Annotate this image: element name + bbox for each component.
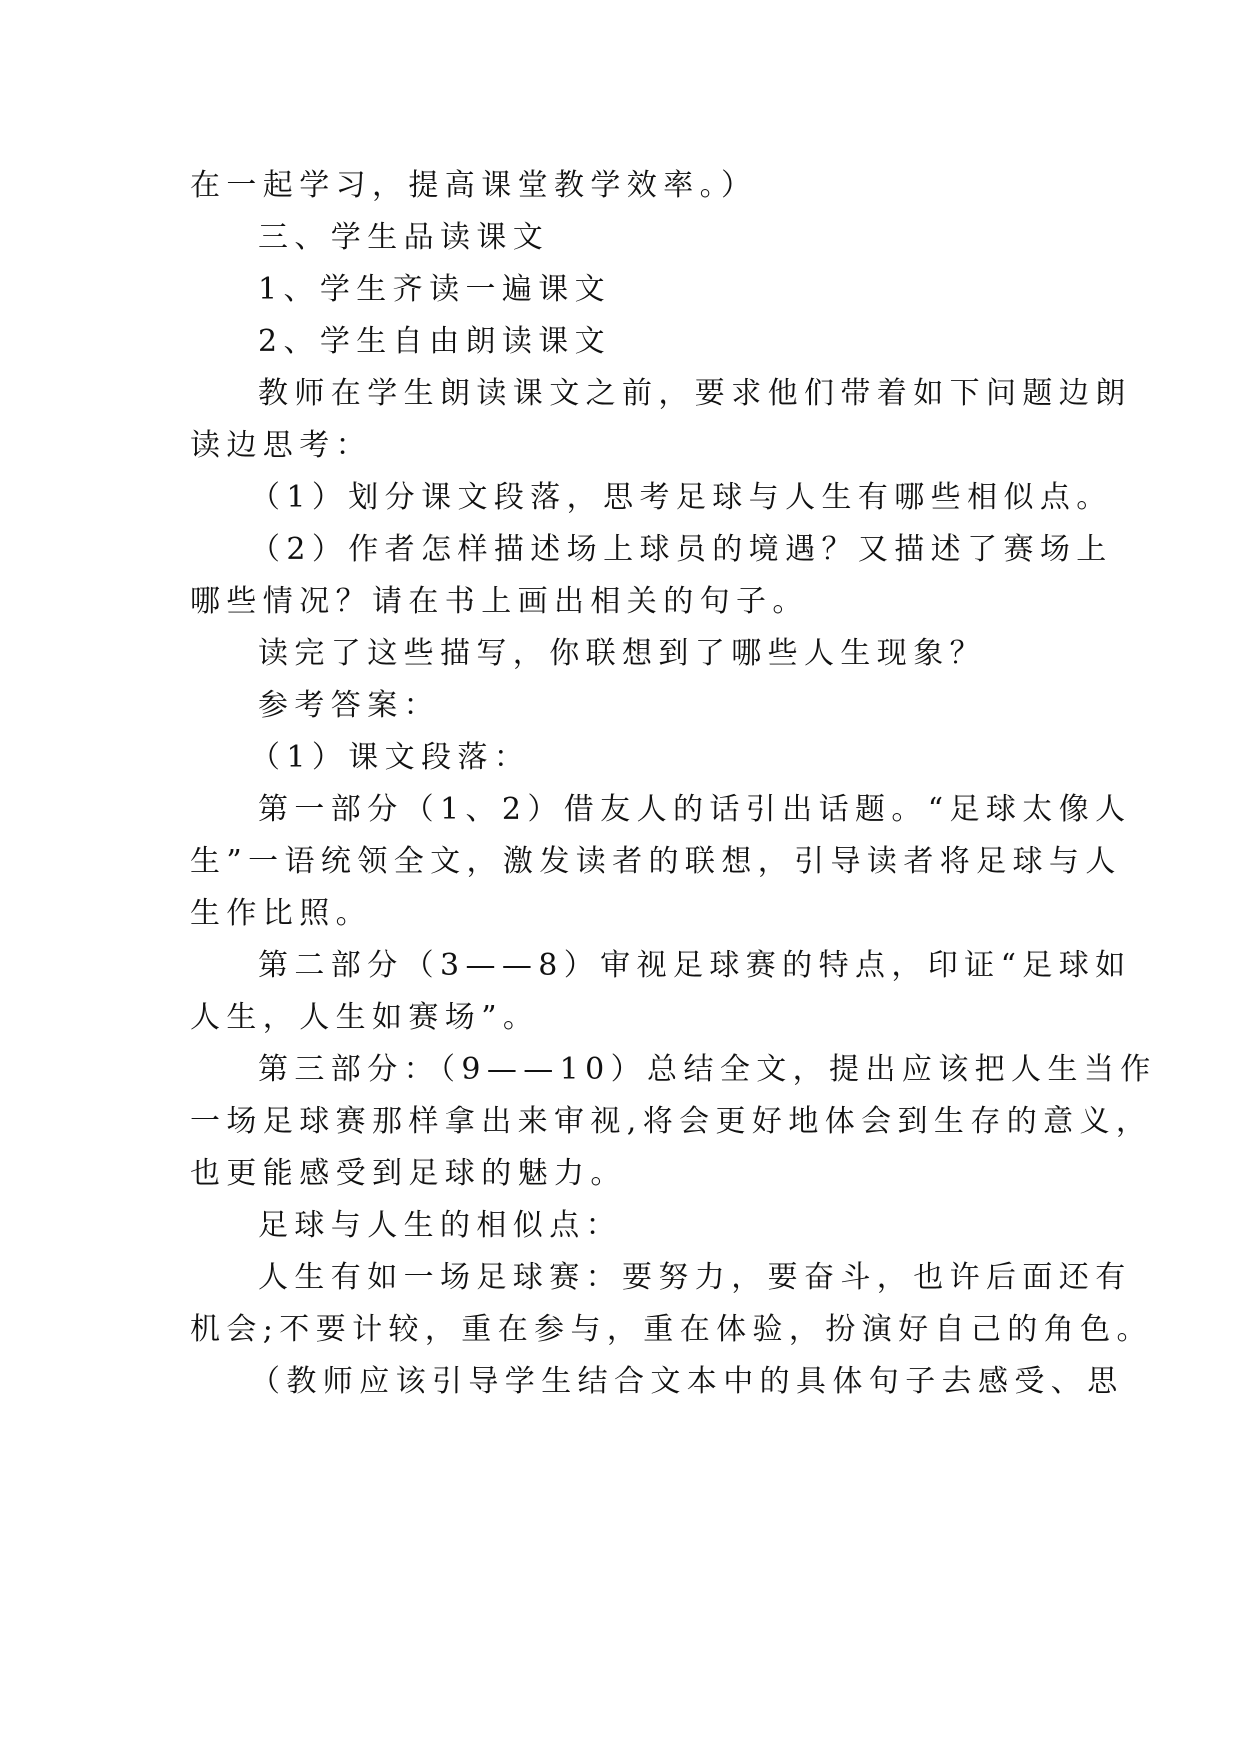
paragraph-line: 机会;不要计较，重在参与，重在体验，扮演好自己的角色。 xyxy=(190,1312,1153,1347)
step-item: 2、学生自由朗读课文 xyxy=(258,324,612,359)
paragraph-line: 第二部分（3——8）审视足球赛的特点，印证“足球如 xyxy=(258,948,1132,983)
paragraph-line: 足球与人生的相似点： xyxy=(258,1208,622,1243)
section-heading: 三、学生品读课文 xyxy=(258,220,550,255)
answer-item: （1）课文段落： xyxy=(250,740,531,775)
paragraph-line: 一场足球赛那样拿出来审视,将会更好地体会到生存的意义， xyxy=(190,1104,1153,1139)
paragraph-line: 人生有如一场足球赛：要努力，要奋斗，也许后面还有 xyxy=(258,1260,1132,1295)
question-item: （2）作者怎样描述场上球员的境遇？又描述了赛场上 xyxy=(250,532,1113,567)
paragraph-line: （教师应该引导学生结合文本中的具体句子去感受、思 xyxy=(250,1364,1124,1399)
paragraph-line: 读边思考： xyxy=(190,428,372,463)
question-item: （1）划分课文段落，思考足球与人生有哪些相似点。 xyxy=(250,480,1113,515)
paragraph-line: 哪些情况？请在书上画出相关的句子。 xyxy=(190,584,809,619)
paragraph-line: 第三部分：（9——10）总结全文，提出应该把人生当作 xyxy=(258,1052,1157,1087)
paragraph-line: 生”一语统领全文，激发读者的联想，引导读者将足球与人 xyxy=(190,844,1122,879)
paragraph-line: 生作比照。 xyxy=(190,896,372,931)
paragraph-line: 读完了这些描写，你联想到了哪些人生现象？ xyxy=(258,636,986,671)
paragraph-line: 教师在学生朗读课文之前，要求他们带着如下问题边朗 xyxy=(258,376,1132,411)
paragraph-line: 也更能感受到足球的魅力。 xyxy=(190,1156,627,1191)
paragraph-line: 人生，人生如赛场”。 xyxy=(190,1000,540,1035)
paragraph-line: 第一部分（1、2）借友人的话引出话题。“足球太像人 xyxy=(258,792,1132,827)
paragraph-line: 在一起学习，提高课堂教学效率。） xyxy=(190,168,758,203)
step-item: 1、学生齐读一遍课文 xyxy=(258,272,612,307)
answer-heading: 参考答案： xyxy=(258,688,440,723)
